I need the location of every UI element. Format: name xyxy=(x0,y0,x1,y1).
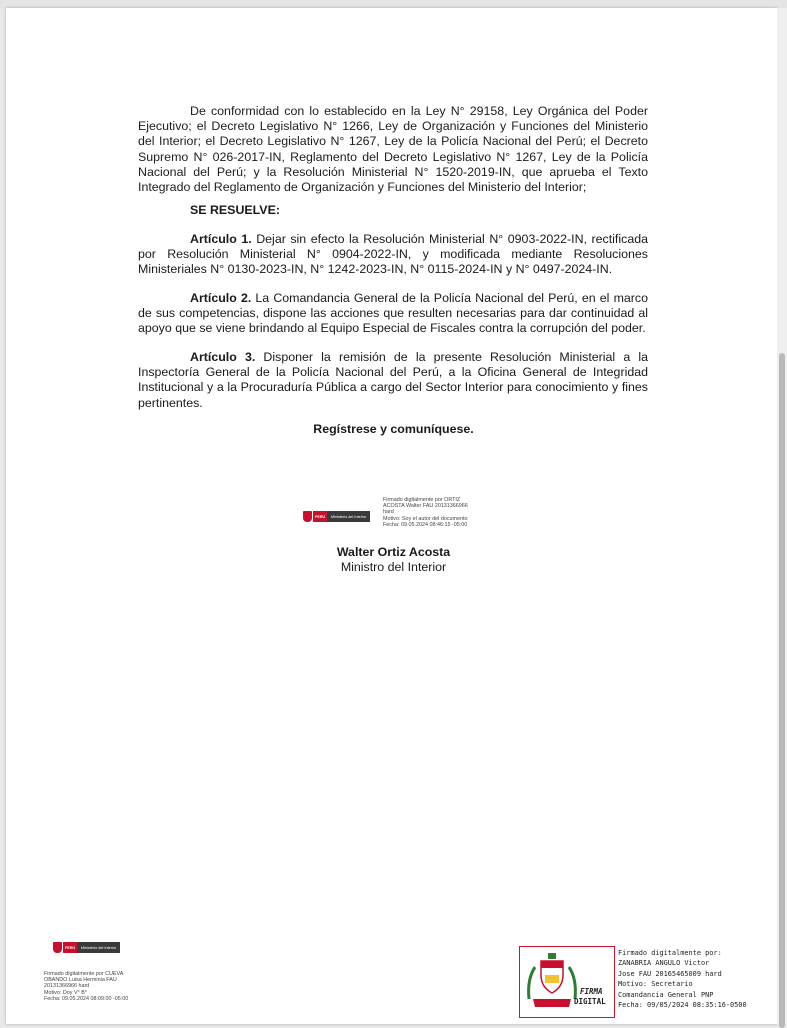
signature-line: 20131366966 hard xyxy=(44,983,90,990)
signature-line: ACOSTA Walter FAU 20131366966 xyxy=(383,503,468,510)
article-1 xyxy=(138,232,648,278)
signature-line: Motivo: Soy el autor del documento xyxy=(383,515,468,522)
article-2-label: Artículo 2. xyxy=(190,291,252,305)
logo-country: PERÚ xyxy=(63,942,77,953)
preamble-text: De conformidad con lo establecido en la Ley N° 29158, Ley Orgánica del Poder Ejecutivo; el Decreto Legislativo N° 1266, Ley de Organización y Funciones del Ministerio del Interior; el Decreto Legislativo N° 1267, Ley de la Policía Nacional del Perú; el Decreto Supremo N° 026-2017-IN, Reglamento del Decreto Legislativo N° 1267, Ley de la Policía Nacional del Perú; y la Resolución Ministerial N° 1520-2019-IN, que aprueba el Texto Integrado del Reglamento de Organización y Funciones del Ministerio del Interior; xyxy=(138,104,648,195)
national-seal-icon xyxy=(523,949,581,1013)
stamp-signature-details xyxy=(618,948,768,1010)
viewer-top-bar xyxy=(0,0,787,8)
stamp-line: ZANABRIA ANGULO Victor xyxy=(618,959,710,968)
closing-line: Regístrese y comuníquese. xyxy=(313,422,474,436)
stamp-firma-text: FIRMA xyxy=(580,987,603,996)
signature-line: OBANDO Luisa Herminia FAU xyxy=(44,977,117,984)
resuelve-heading: SE RESUELVE: xyxy=(190,203,280,217)
signature-line: hard xyxy=(383,509,394,516)
signature-line: Firmado digitalmente por ORTIZ xyxy=(383,497,461,503)
article-1-text: Dejar sin efecto la Resolución Ministerial N° 0903-2022-IN, rectificada por Resolución Ministerial N° 0904-2022-IN, y modificada mediante Resoluciones Ministeriales N° 0130-2023-IN, N° 1242-2023-IN, N° 0115-2024-IN y N° 0497-2024-IN. xyxy=(138,232,648,277)
article-3-label: Artículo 3. xyxy=(190,350,256,364)
signer-name: Walter Ortiz Acosta xyxy=(336,545,451,559)
coat-of-arms-icon xyxy=(53,942,62,953)
stamp-line: Motivo: Secretario xyxy=(618,980,693,989)
scrollbar-thumb[interactable] xyxy=(779,353,785,1028)
signature-details xyxy=(383,497,503,528)
firma-digital-stamp xyxy=(519,946,615,1018)
signature-line: Fecha: 09.05.2024 08:09:00 -05:00 xyxy=(44,995,129,1002)
article-1-label: Artículo 1. xyxy=(190,232,252,246)
vertical-scrollbar[interactable] xyxy=(777,8,787,1024)
footer-signature-details xyxy=(44,971,174,1002)
main-digital-signature xyxy=(303,497,503,537)
signature-line: Motivo: Doy V° B° xyxy=(44,989,87,996)
preamble-paragraph xyxy=(138,104,648,195)
article-2-text: La Comandancia General de la Policía Nacional del Perú, en el marco de sus competencias, dispone las acciones que resulten necesarias para dar continuidad al apoyo que se viene brindando al Equipo Especial de Fiscales contra la corrupción del poder. xyxy=(138,291,648,336)
logo-ministry: Ministerio del Interior xyxy=(77,942,120,953)
article-3-text: Disponer la remisión de la presente Resolución Ministerial a la Inspectoría General de la Policía Nacional del Perú, a la Oficina General de Integridad Institucional y a la Procuraduría Pública a cargo del Sector Interior para conocimiento y fines pertinentes. xyxy=(138,350,648,410)
ministry-logo xyxy=(303,510,370,523)
stamp-line: Fecha: 09/05/2024 08:35:16-0500 xyxy=(618,1001,747,1010)
signature-line: Fecha: 09.05.2024 08:46:15 -05:00 xyxy=(383,521,468,528)
article-2 xyxy=(138,291,648,337)
logo-country: PERÚ xyxy=(313,511,327,522)
stamp-digital-text: DIGITAL xyxy=(574,997,606,1006)
signature-line: Firmado digitalmente por CUEVA xyxy=(44,971,124,977)
stamp-line: Firmado digitalmente por: xyxy=(618,949,722,957)
signer-role: Ministro del Interior xyxy=(340,560,447,574)
article-3 xyxy=(138,350,648,411)
stamp-line: Comandancia General PNP xyxy=(618,990,714,999)
logo-ministry: Ministerio del Interior xyxy=(327,511,370,522)
stamp-line: Jose FAU 20165465009 hard xyxy=(618,969,722,978)
coat-of-arms-icon xyxy=(303,511,312,522)
footer-ministry-logo xyxy=(53,941,120,954)
